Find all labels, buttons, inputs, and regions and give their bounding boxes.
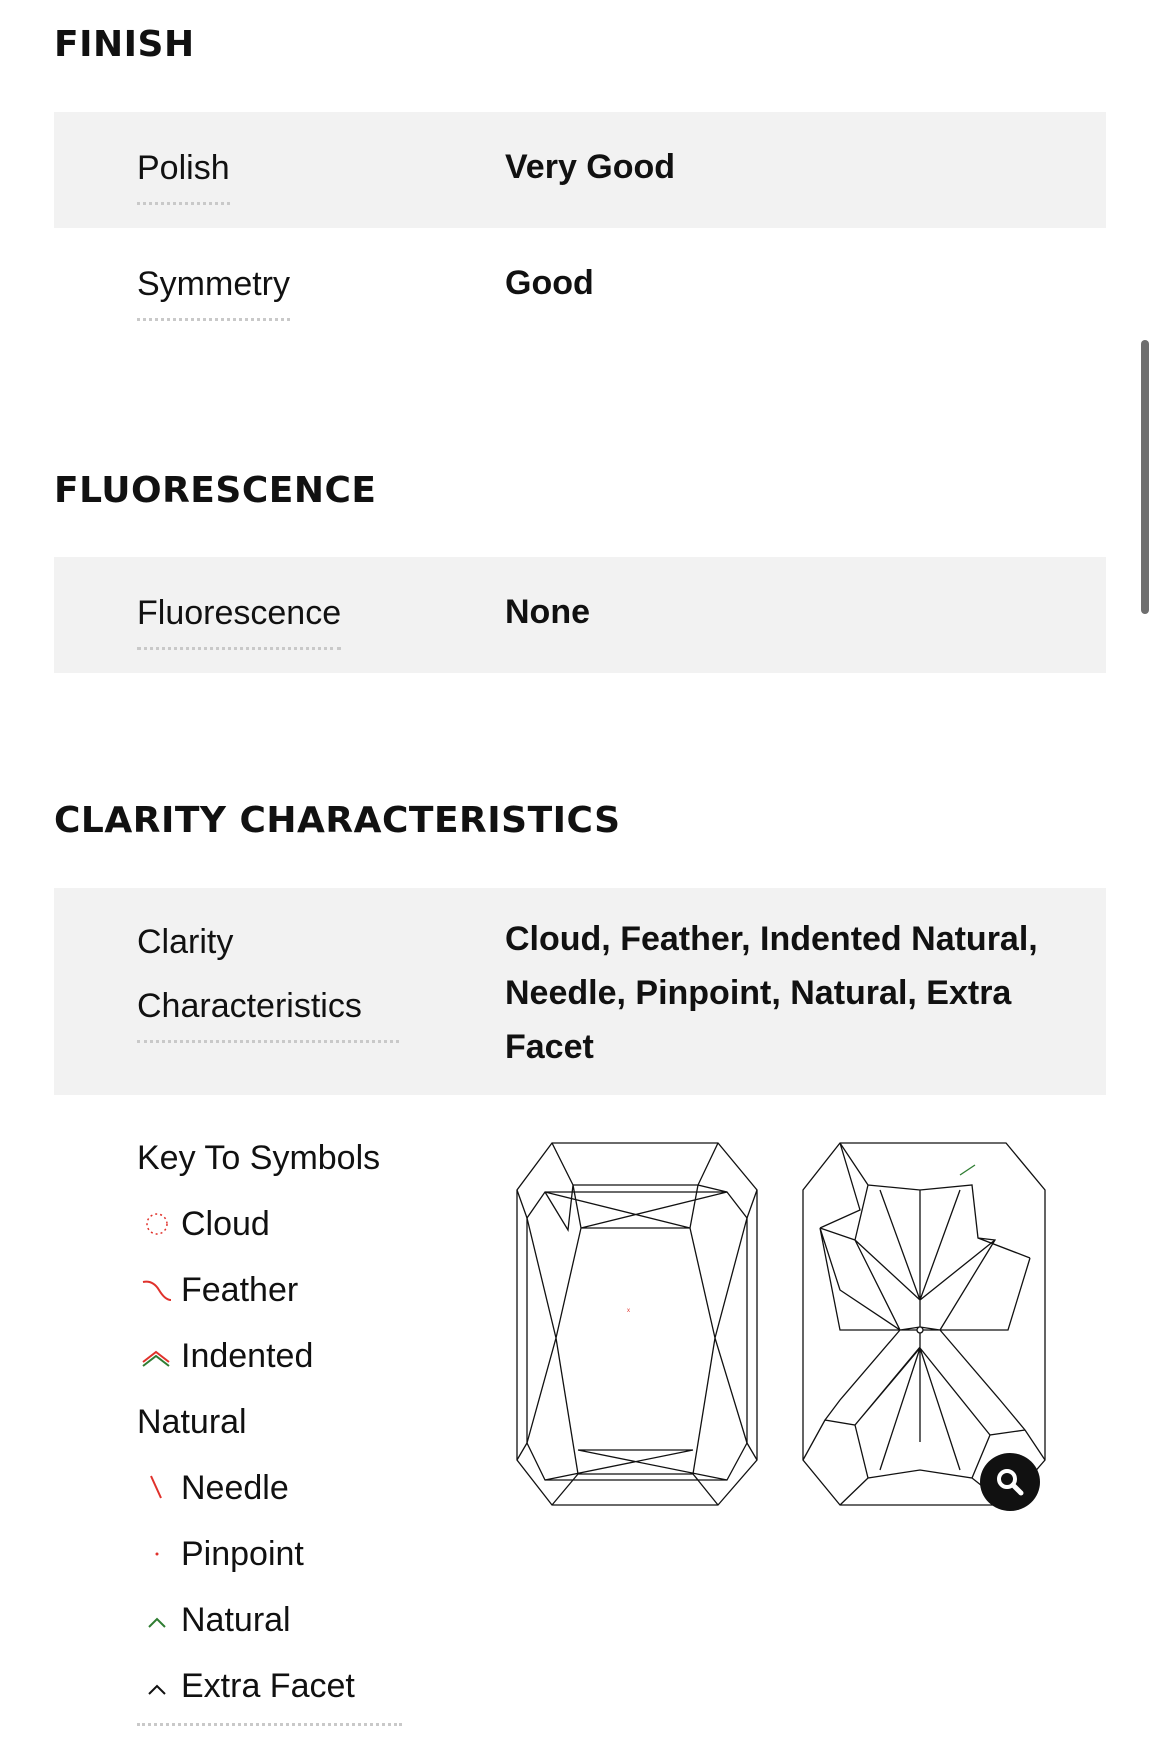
crown-diagram[interactable] (515, 1130, 785, 1510)
natural-icon (137, 1600, 181, 1640)
key-title: Key To Symbols (137, 1139, 381, 1177)
symmetry-label[interactable]: Symmetry (137, 252, 290, 321)
magnifier-icon (980, 1453, 1040, 1511)
key-item-extra-facet: Extra Facet (181, 1666, 355, 1705)
polish-row (54, 112, 1106, 228)
svg-text:x: x (627, 1308, 630, 1314)
fluorescence-row (54, 557, 1106, 673)
key-item-indented-cont: Natural (137, 1403, 247, 1441)
polish-label[interactable]: Polish (137, 136, 230, 205)
fluorescence-value: None (505, 593, 590, 631)
clarity-label-line2: Characteristics (137, 987, 362, 1025)
extra-facet-icon (137, 1666, 181, 1706)
key-to-symbols (137, 1125, 402, 1726)
symmetry-row (54, 228, 1106, 344)
clarity-label[interactable] (137, 910, 399, 1043)
key-item-needle: Needle (181, 1468, 289, 1507)
key-divider (137, 1723, 402, 1726)
key-item-cloud: Cloud (181, 1204, 270, 1243)
cloud-icon (137, 1204, 181, 1244)
indented-natural-icon (137, 1336, 181, 1376)
clarity-row (54, 888, 1106, 1095)
polish-value: Very Good (505, 148, 676, 186)
zoom-magnifier-button[interactable] (980, 1453, 1040, 1511)
key-item-feather: Feather (181, 1270, 299, 1309)
pinpoint-icon (137, 1534, 181, 1574)
clarity-label-line1: Clarity (137, 923, 234, 961)
scrollbar-thumb[interactable] (1141, 340, 1149, 614)
finish-heading: FINISH (54, 24, 195, 65)
key-item-pinpoint: Pinpoint (181, 1534, 304, 1573)
feather-icon (137, 1270, 181, 1310)
key-item-natural: Natural (181, 1600, 291, 1639)
fluorescence-label[interactable]: Fluorescence (137, 581, 341, 650)
clarity-heading: CLARITY CHARACTERISTICS (54, 800, 621, 841)
fluorescence-heading: FLUORESCENCE (54, 470, 377, 511)
key-item-indented: Indented (181, 1336, 314, 1375)
symmetry-value: Good (505, 264, 594, 302)
clarity-value: Cloud, Feather, Indented Natural, Needle, Pinpoint, Natural, Extra Facet (505, 920, 1038, 1066)
needle-icon (137, 1468, 181, 1508)
